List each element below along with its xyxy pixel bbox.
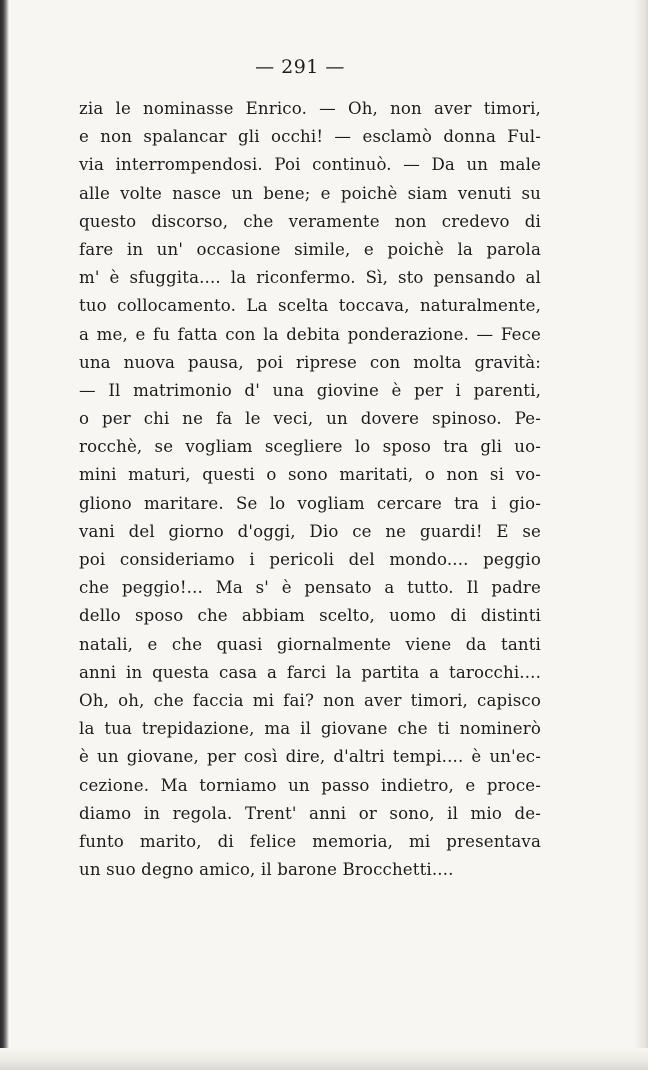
text-line: Oh, oh, che faccia mi fai? non aver timori, capisco [79,690,541,710]
text-line: gliono maritare. Se lo vogliam cercare tra i gio- [79,493,541,513]
page-right-edge-shadow [634,0,648,1070]
text-line: alle volte nasce un bene; e poichè siam venuti su [79,183,541,203]
text-line: una nuova pausa, poi riprese con molta gravità: [79,352,541,372]
text-line: che peggio!... Ma s' è pensato a tutto. Il padre [79,578,541,598]
page-binding-edge [0,0,9,1070]
page-number: — 291 — [255,56,345,78]
text-line: anni in questa casa a farci la partita a tarocchi.... [79,662,541,682]
text-line: natali, e che quasi giornalmente viene da tanti [79,634,541,654]
body-text [79,95,541,884]
text-line: m' è sfuggita.... la riconfermo. Sì, sto pensando al [79,268,541,288]
text-line: cezione. Ma torniamo un passo indietro, e proce- [79,775,541,795]
text-line: a me, e fu fatta con la debita ponderazione. — Fece [79,324,541,344]
text-line: vani del giorno d'oggi, Dio ce ne guardi! E se [79,521,541,541]
text-line: e non spalancar gli occhi! — esclamò donna Ful- [79,127,541,147]
text-line: poi consideriamo i pericoli del mondo.... peggio [79,550,541,569]
text-line: è un giovane, per così dire, d'altri tempi.... è un'ec- [79,747,541,767]
text-line-last: un suo degno amico, il barone Brocchetti.... [79,860,454,880]
text-line: rocchè, se vogliam scegliere lo sposo tra gli uo- [79,437,541,457]
text-line: tuo collocamento. La scelta toccava, naturalmente, [79,296,541,316]
text-line: zia le nominasse Enrico. — Oh, non aver timori, [79,99,541,118]
text-line: diamo in regola. Trent' anni or sono, il mio de- [79,803,541,823]
page-bottom-edge-shadow [0,1048,648,1070]
text-line: — Il matrimonio d' una giovine è per i parenti, [79,380,541,400]
text-line: funto marito, di felice memoria, mi presentava [79,831,541,851]
text-line: fare in un' occasione simile, e poichè la parola [79,239,541,259]
text-line: via interrompendosi. Poi continuò. — Da un male [79,155,541,175]
text-line: questo discorso, che veramente non credevo di [79,211,541,231]
text-line: dello sposo che abbiam scelto, uomo di distinti [79,606,541,626]
text-line: la tua trepidazione, ma il giovane che ti nominerò [79,719,541,739]
text-line: o per chi ne fa le veci, un dovere spinoso. Pe- [79,409,541,429]
text-line: mini maturi, questi o sono maritati, o non si vo- [79,465,541,485]
